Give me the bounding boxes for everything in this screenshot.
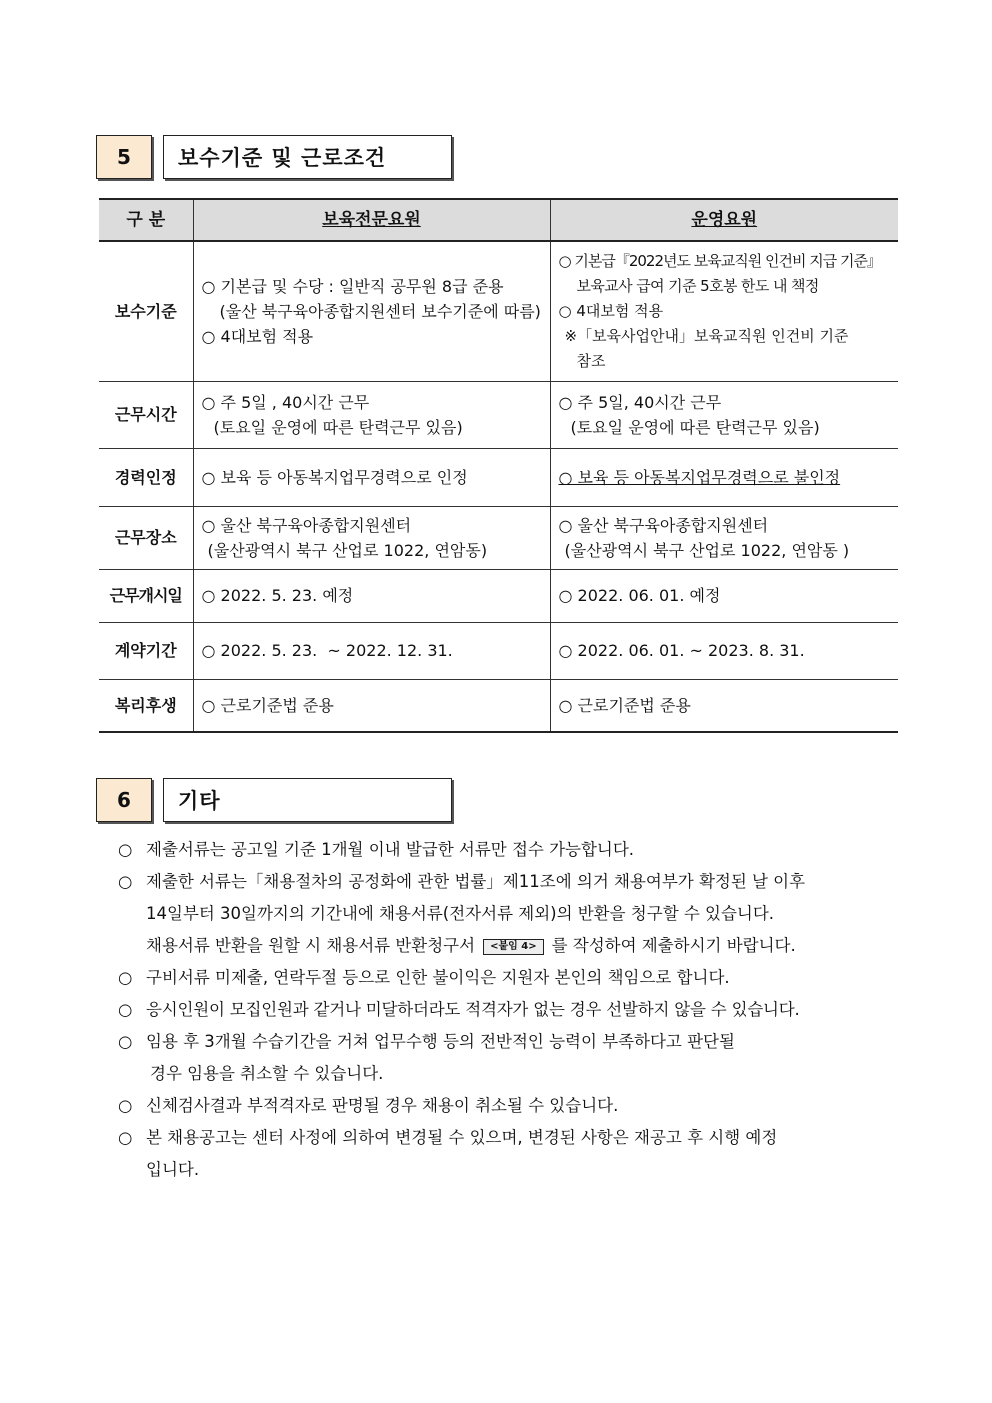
header-operation-staff: 운영요원	[550, 199, 898, 241]
cell-operation: ○ 울산 북구육아종합지원센터 (울산광역시 북구 산업로 1022, 연암동 )	[550, 506, 898, 569]
table-row	[99, 506, 898, 569]
table-row	[99, 241, 898, 381]
row-label: 보수기준	[99, 241, 193, 381]
bullet-icon: ○	[118, 1000, 133, 1019]
row-label: 계약기간	[99, 622, 193, 679]
cell-operation: ○ 기본급『2022년도 보육교직원 인건비 지급 기준』 보육교사 급여 기준 5호봉 한도 내 책정 ○ 4대보험 적용 ※「보육사업안내」보육교직원 인건비 기준 참조	[550, 241, 898, 381]
attachment-badge: <붙임 4>	[483, 939, 544, 955]
bullet-icon: ○	[118, 872, 133, 891]
cell-childcare: ○ 보육 등 아동복지업무경력으로 인정	[193, 448, 550, 506]
conditions-table	[99, 198, 898, 733]
cell-childcare: ○ 2022. 5. 23. 예정	[193, 569, 550, 622]
cell-operation: ○ 근로기준법 준용	[550, 679, 898, 732]
bullet-icon: ○	[118, 840, 133, 859]
cell-operation: ○ 2022. 06. 01. 예정	[550, 569, 898, 622]
row-label: 복리후생	[99, 679, 193, 732]
bullet-icon: ○	[118, 968, 133, 987]
table-header-row	[99, 199, 898, 241]
row-label: 근무시간	[99, 381, 193, 448]
table-row	[99, 679, 898, 732]
cell-childcare: ○ 울산 북구육아종합지원센터 (울산광역시 북구 산업로 1022, 연암동)	[193, 506, 550, 569]
row-label: 근무개시일	[99, 569, 193, 622]
table-row	[99, 622, 898, 679]
cell-childcare: ○ 주 5일 , 40시간 근무 (토요일 운영에 따른 탄력근무 있음)	[193, 381, 550, 448]
row-label: 경력인정	[99, 448, 193, 506]
bullet-icon: ○	[118, 1032, 133, 1051]
list-item: ○ 제출한 서류는「채용절차의 공정화에 관한 법률」제11조에 의거 채용여부가 확정된 날 이후 14일부터 30일까지의 기간내에 채용서류(전자서류 제외)의 반환을 청구할 수 있습니다. 채용서류 반환을 원할 시 채용서류 반환청구서 <붙임 4> 를 작성하여 제출하시기 바랍니다.	[118, 866, 908, 962]
cell-childcare: ○ 근로기준법 준용	[193, 679, 550, 732]
list-item: ○ 응시인원이 모집인원과 같거나 미달하더라도 적격자가 없는 경우 선발하지 않을 수 있습니다.	[118, 994, 908, 1026]
row-label: 근무장소	[99, 506, 193, 569]
cell-childcare: ○ 기본급 및 수당 : 일반직 공무원 8급 준용 (울산 북구육아종합지원센터 보수기준에 따름) ○ 4대보험 적용	[193, 241, 550, 381]
list-item: ○ 임용 후 3개월 수습기간을 거쳐 업무수행 등의 전반적인 능력이 부족하다고 판단될 경우 임용을 취소할 수 있습니다.	[118, 1026, 908, 1090]
section-number: 5	[96, 135, 152, 179]
cell-operation: ○ 2022. 06. 01. ~ 2023. 8. 31.	[550, 622, 898, 679]
list-item: ○ 구비서류 미제출, 연락두절 등으로 인한 불이익은 지원자 본인의 책임으로 합니다.	[118, 962, 908, 994]
table-row	[99, 448, 898, 506]
header-category: 구 분	[99, 199, 193, 241]
cell-operation: ○ 주 5일, 40시간 근무 (토요일 운영에 따른 탄력근무 있음)	[550, 381, 898, 448]
cell-childcare: ○ 2022. 5. 23. ~ 2022. 12. 31.	[193, 622, 550, 679]
cell-operation: ○ 보육 등 아동복지업무경력으로 불인정	[550, 448, 898, 506]
notes-list	[118, 834, 908, 1186]
table-row	[99, 569, 898, 622]
header-childcare-staff: 보육전문요원	[193, 199, 550, 241]
table-row	[99, 381, 898, 448]
bullet-icon: ○	[118, 1128, 133, 1147]
list-item: ○ 본 채용공고는 센터 사정에 의하여 변경될 수 있으며, 변경된 사항은 재공고 후 시행 예정 입니다.	[118, 1122, 908, 1186]
list-item: ○ 신체검사결과 부적격자로 판명될 경우 채용이 취소될 수 있습니다.	[118, 1090, 908, 1122]
section-title: 기타	[163, 778, 452, 822]
section-number: 6	[96, 778, 152, 822]
list-item: ○ 제출서류는 공고일 기준 1개월 이내 발급한 서류만 접수 가능합니다.	[118, 834, 908, 866]
bullet-icon: ○	[118, 1096, 133, 1115]
section-title: 보수기준 및 근로조건	[163, 135, 452, 179]
